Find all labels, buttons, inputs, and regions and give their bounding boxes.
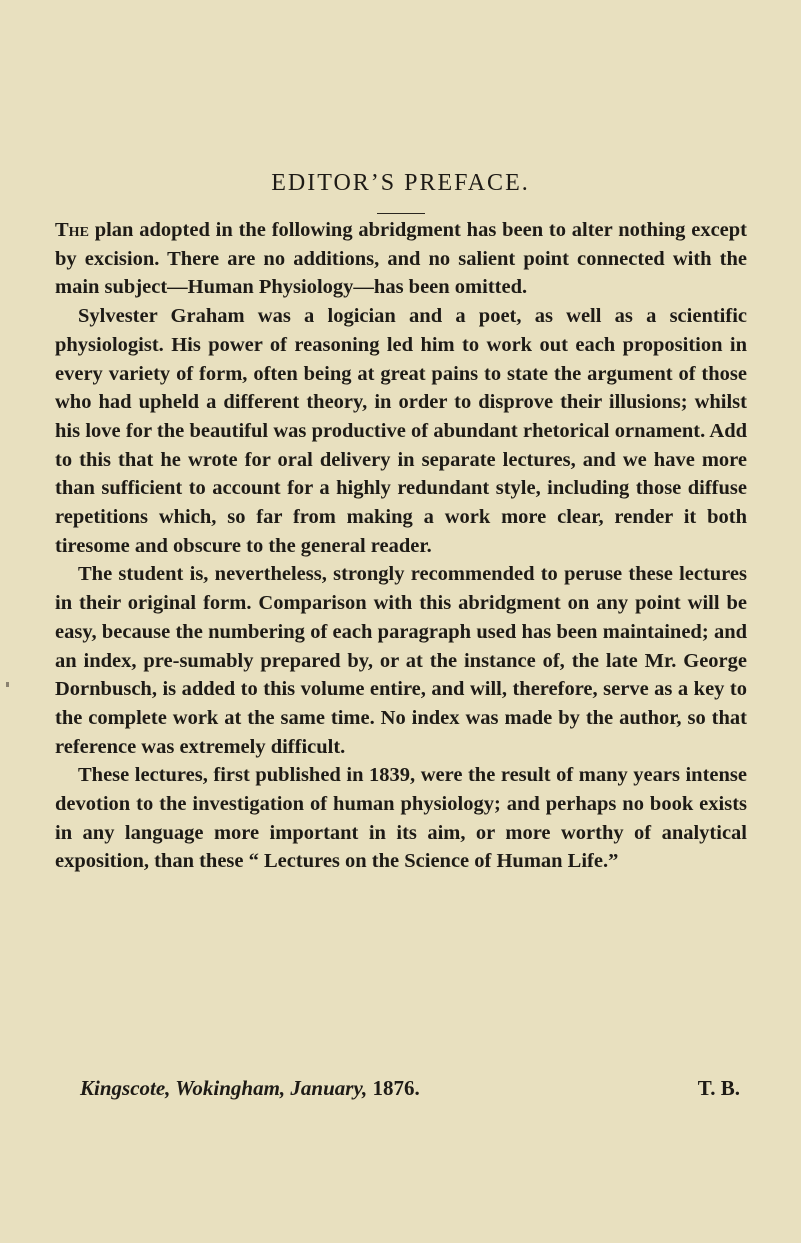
- signature-line: [80, 1076, 740, 1101]
- margin-mark: [6, 682, 9, 687]
- signature-place-date: Kingscote, Wokingham, January,: [80, 1076, 368, 1100]
- paragraph-3: The student is, nevertheless, strongly recommended to peruse these lectures in their original form. Comparison with this abridgment on any point will be easy, because the numbering of each paragraph used has been maintained; and an index, pre-sumably prepared by, or at the instance of, the late Mr. George Dornbusch, is added to this volume entire, and will, therefore, serve as a key to the complete work at the same time. No index was made by the author, so that reference was extremely difficult.: [55, 563, 747, 758]
- paragraph-lead: The: [55, 219, 89, 241]
- paragraph-text: plan adopted in the following abridgment has been to alter nothing except by excision. There are no additions, and no salient point connected with the main subject—Human Physiology—has been omitted.: [55, 219, 747, 299]
- title-rule: [377, 213, 425, 214]
- paragraph-2: Sylvester Graham was a logician and a poet, as well as a scientific physiologist. His power of reasoning led him to work out each proposition in every variety of form, often being at great pains to state the argument of those who had upheld a different theory, in order to disprove their illusions; whilst his love for the beautiful was productive of abundant rhetorical ornament. Add to this that he wrote for oral delivery in separate lectures, and we have more than sufficient to account for a highly redundant style, including those diffuse repetitions which, so far from making a work more clear, render it both tiresome and obscure to the general reader.: [55, 305, 747, 557]
- paragraph-4: These lectures, first published in 1839, were the result of many years intense devotion to the investigation of human physiology; and perhaps no book exists in any language more important in its aim, or more worthy of analytical exposition, than these “ Lectures on the Science of Human Life.”: [55, 764, 747, 873]
- paragraph-1: [55, 216, 747, 302]
- page-title: EDITOR’S PREFACE.: [271, 170, 530, 196]
- signature-year: 1876.: [372, 1076, 420, 1100]
- signature-initials: T. B.: [697, 1076, 740, 1100]
- preface-body: [55, 216, 747, 876]
